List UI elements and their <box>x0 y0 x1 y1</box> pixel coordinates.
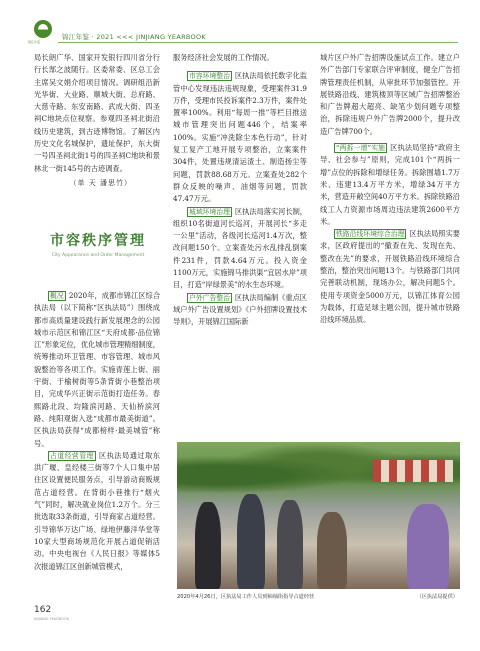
person-figure <box>195 502 221 589</box>
page-header <box>0 0 480 46</box>
photo-caption <box>177 593 460 600</box>
shop-awning <box>373 460 453 482</box>
section-title-en: City Appearance and Order Management <box>51 253 145 258</box>
topic-tag: “两拆一增”实施 <box>336 144 386 153</box>
caption-text: 2020年4月26日，区执法局工作人员到柚柚街指导占道经营 <box>177 594 315 600</box>
topic-tag: 铁路沿线环境综合治理 <box>336 230 405 239</box>
running-title: 锦江年鉴 · 2021 <<< JINJIANG YEARBOOK <box>62 33 206 41</box>
railway-text: 区执法局照实要求，区政府提出的“撤查在先、发现在先、整改在先”的要求，开展铁路沿线环境综合整治，整治突出问题13个。与铁路部门共同完善联动机制，现场办公，解决问题5个。使用专项资金5000万元，以锦江体育公园为载体，打造足球主题公园，提升城市铁路沿线环境品质。 <box>320 229 460 325</box>
river-governance-text: 区执法局落实河长制，组织10名街道河长巡河，开展河长“多走一公里”活动，各级河长巡河1.4万次，整改问题150个。立案查处污水乱排乱倒案件231件，罚款4.64万元。投入资金1100万元，实施锦马排洪渠“宜居水岸”项目，打造“岸绿景美”的水生态环境。 <box>173 206 307 290</box>
overview-text: 2020年，成都市锦江区综合执法局（以下简称“区执法局”）围绕成都市高质量建设践行新发展理念的公园城市示范区和锦江区“天府成都·品位锦江”形象定位，优化城市管理精细制度，统筹推动环卫管理、市容管理、城市风貌整治等各项工作。实施青莲上街、丽宇街、于榆树街等5条背街小巷整治项目，完成华兴正街示范街打造任务。春熙路北段、均隆滨河路、天仙桥滨河路、纯阳观街入选“成都市最美街道”。区执法局获得“成都榜样·最美城管”称号。 <box>34 291 161 448</box>
photo-credit: （区执法局提供） <box>416 594 458 600</box>
column-1-bottom <box>34 290 160 573</box>
author-line: （单 天 潘思竹） <box>69 178 132 187</box>
continued-text: 服务经济社会发展的工作情况。 <box>173 53 274 62</box>
ads-continued-text: 城片区户外广告招牌设施试点工作。建立户外广告部门专家联合评审制度，健全广告招牌管理责任机制，从审批环节加强管控。开展铁路沿线、建筑楼顶等区域广告招牌整治和广告牌超大超亮、缺笔少划问题专项整治，拆除违规户外广告牌2000个，提升改造广告牌700个。 <box>320 53 460 136</box>
person-figure <box>237 494 265 589</box>
topic-tag: 城域环境治理 <box>189 207 230 216</box>
topic-tag: 概况 <box>50 292 64 300</box>
logo-text: 锦江年鉴 <box>28 40 41 44</box>
topic-tag: 户外广告整治 <box>189 293 230 302</box>
topic-tag: 占道经营管理 <box>50 451 94 460</box>
person-figure <box>277 500 303 589</box>
yearbook-logo-icon <box>34 20 52 38</box>
column-1-top <box>34 52 160 189</box>
column-2 <box>173 52 307 329</box>
header-divider <box>58 42 458 43</box>
topic-tag: 市容环境整治 <box>189 72 230 81</box>
person-figure <box>407 504 449 589</box>
page-number: 162 <box>34 605 52 615</box>
footer-english: JINJIANG YEARBOOK <box>34 617 69 621</box>
section-title: 市容秩序管理 <box>50 233 146 249</box>
demolition-text: 区执法局坚持“政府主导、社会参与”原则，完成101个“两拆一增”点位的拆除和增绿任务。拆除围墙1.7万米、违建13.4万平方米，增绿34万平方米，营造开敞空间40万平方米。拆除铁路沿线工人力资源市场周边违法建筑2600平方米。 <box>320 143 460 226</box>
intro-paragraph: 局长朗广华、国家开发银行四川省分行行长郜之波随行。区委常委、区总工会主席吴文娟介绍项目情况。调研组沿新光华街、大业路、顺城大街、总府路、大慈寺路、东安南路、武成大街、四圣祠C地块点位视察。参观四圣祠北街沿线历史建筑，到古迹博物馆。了解区内历史文化名城保护，遗址保护，东大街一号四圣祠北街1号的四圣祠C地块和景林北一街145号的古迹调查。 <box>34 53 160 173</box>
street-vending-text: 区执法局通过取东洪广堰、皇经楼三街等7个人口集中居住区设置便民服务点，引导游动商贩规范占道经营。在背街小巷推行“烟火气”同时，解决就业岗位1.2万个。分三批选取33条街道，引导商家占道经营。引导锦华万达广场、绿地伊藤洋华堂等10家大型商场规范化开展占道促销活动。中央电视台《人民日报》等媒体5次报道锦江区创新城管模式， <box>34 450 160 571</box>
street-photo <box>177 442 460 589</box>
column-3 <box>320 52 460 327</box>
outdoor-ads-text: 区执法局编制《重点区域户外广告设置规划》《户外招牌设置技术导则》，开展锦江国际新 <box>173 292 307 327</box>
environment-text: 区执法局依托数字化监管中心发现违法违规现象，受理案件31.9万件，受理市民投诉案件2.3万件，案件处置率100%。利用“每周一推”等栏目推送城市管理突出问题446个，结案率100%。实施“冲洗除尘本色行动”，针对复工复产工地开展专项整治，立案案件304件，处置违规清运渣土、制造扬尘等问题，罚款88.68万元。立案查处282个群众反映的噪声、油烟等问题，罚款47.47万元。 <box>173 71 307 204</box>
section-heading <box>36 230 160 276</box>
person-figure <box>317 512 347 589</box>
